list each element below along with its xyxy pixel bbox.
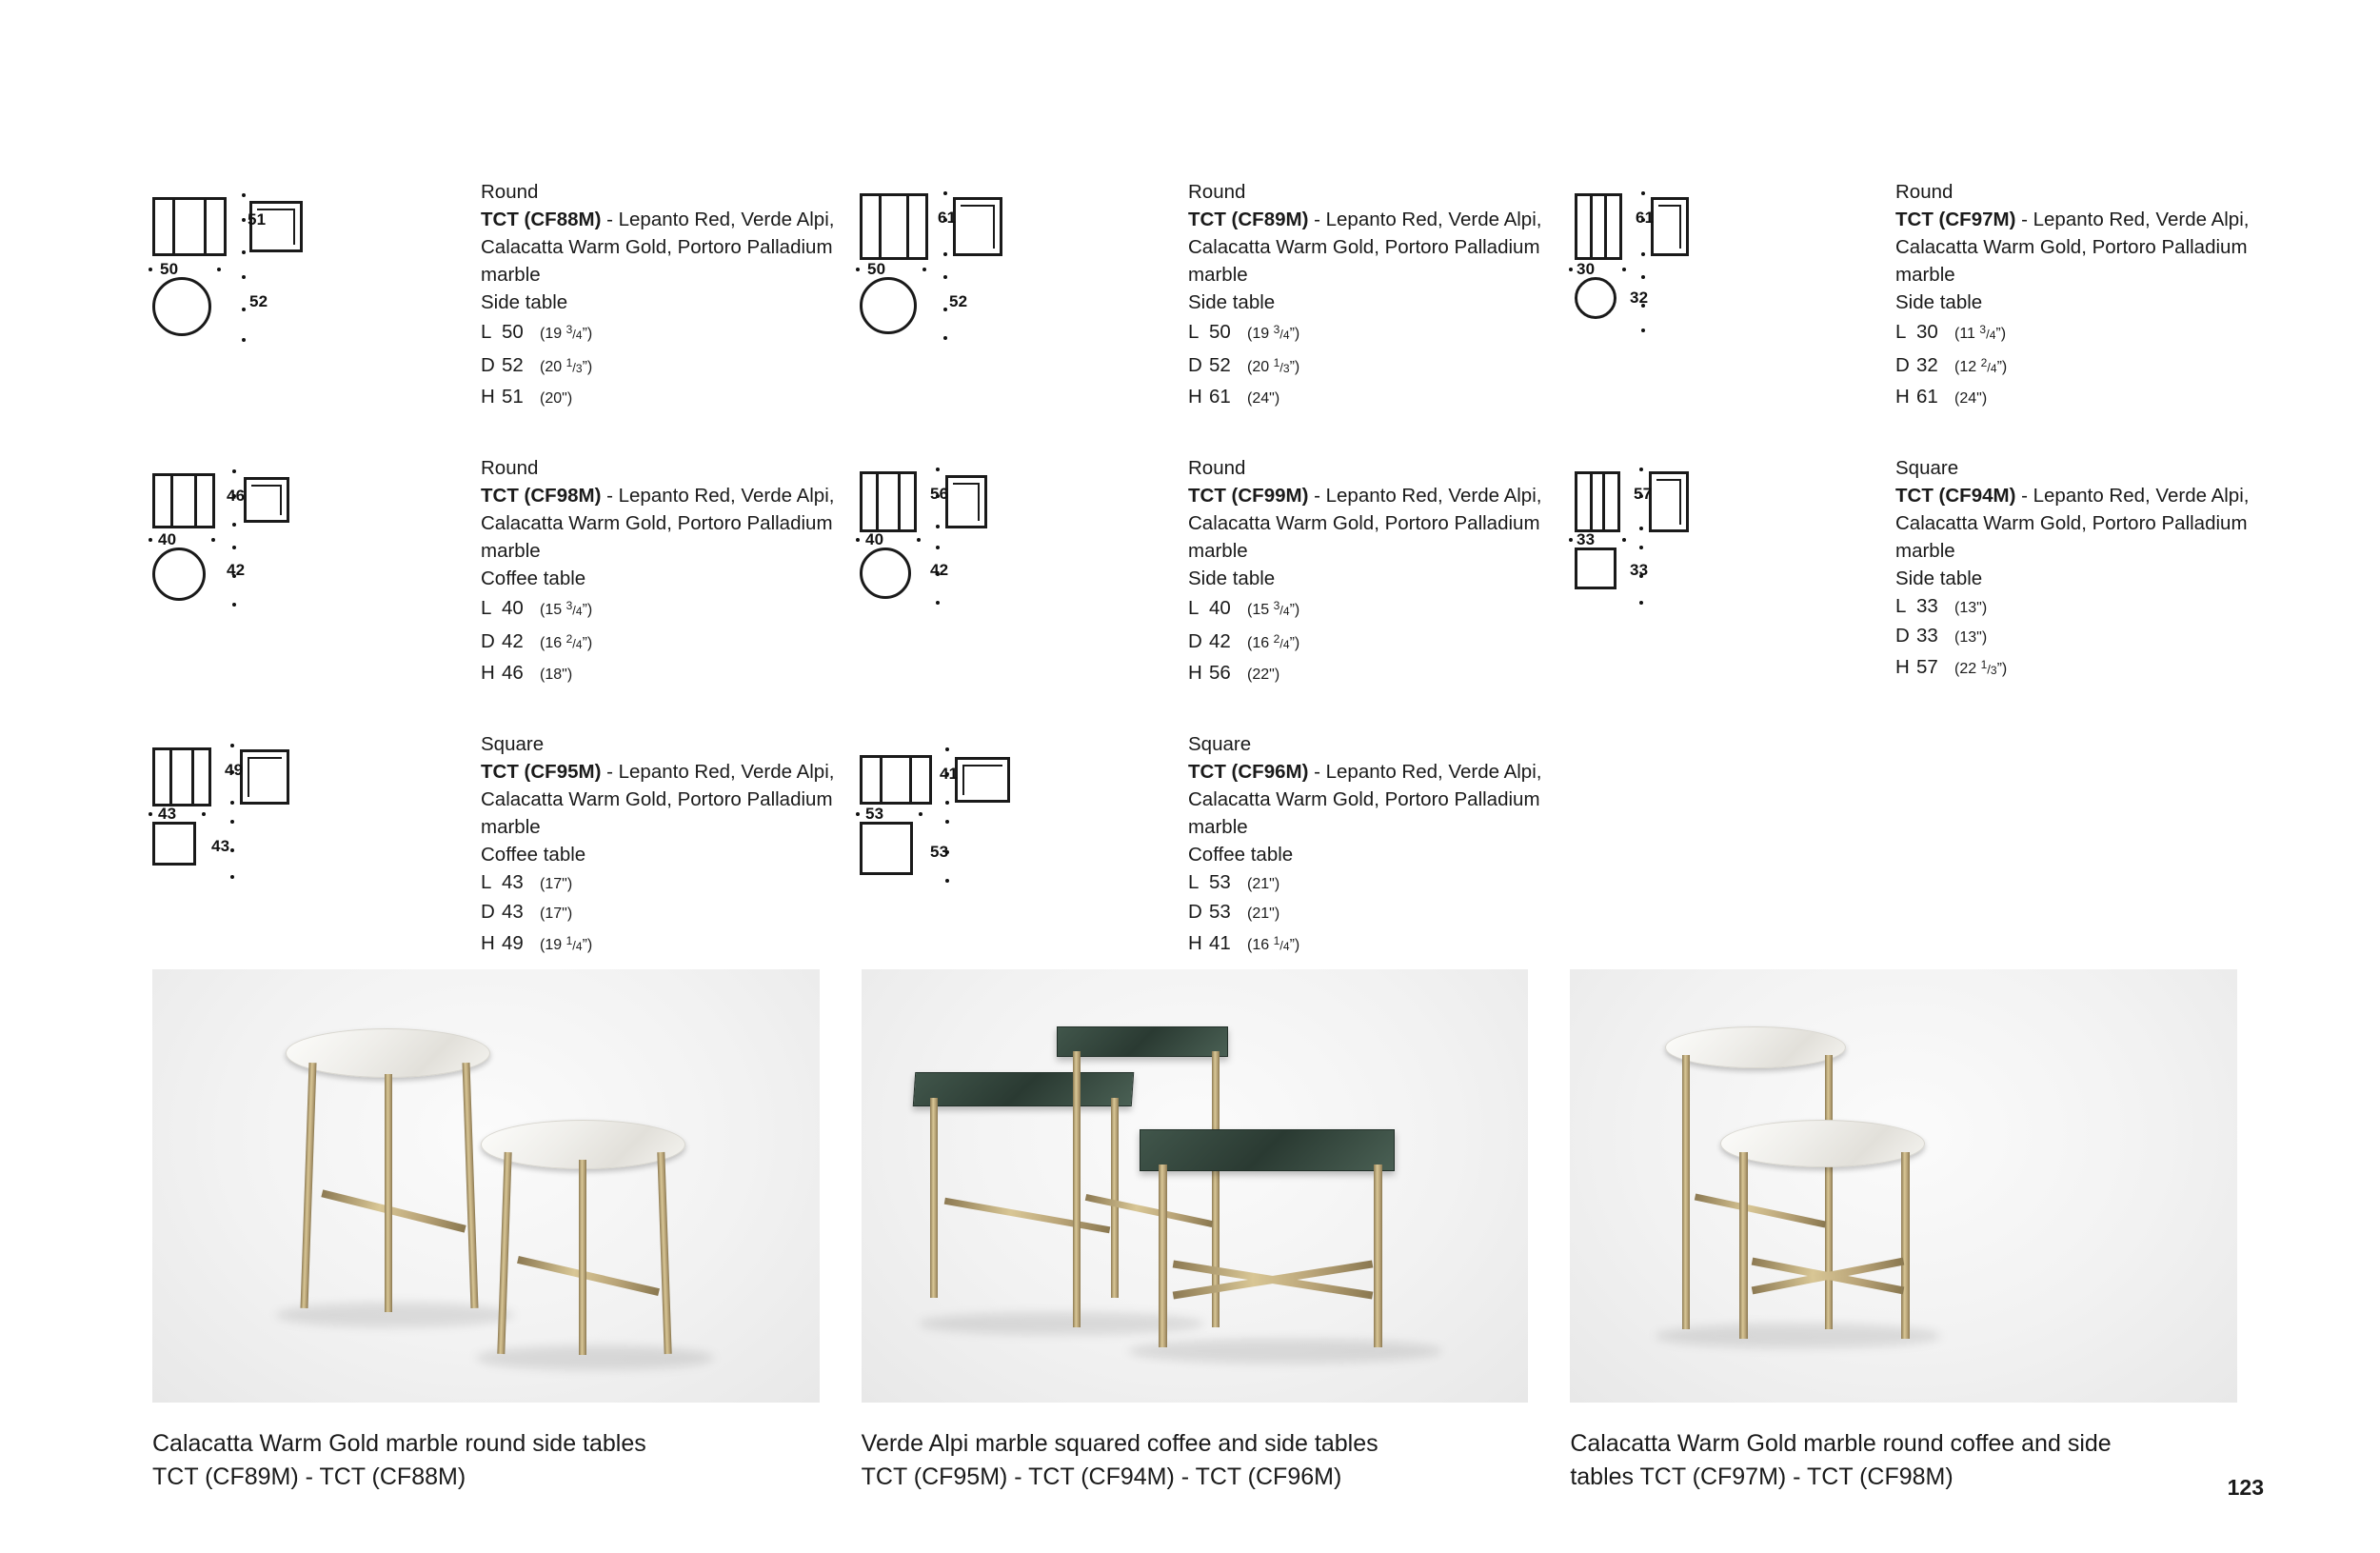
product-text-cf95m: Square TCT (CF95M) - Lepanto Red, Verde Alpi, Calacatta Warm Gold, Portoro Palladium marble Coffee table L 43 (17") D 43 (17") H 49 (19 $^1/_4$”) (481, 728, 850, 961)
dim-frac-num: 3 (1273, 323, 1280, 336)
product-photo-2 (862, 969, 1529, 1403)
photo-caption-1 (152, 1427, 820, 1494)
product-materials: - Lepanto Red, Verde Alpi, Calacatta Warm Gold, Portoro Palladium marble (1188, 209, 1542, 286)
product-code: TCT (CF97M) (1895, 209, 2016, 230)
dim-value: 56 (1209, 661, 1231, 684)
dim-imperial: 24" (1252, 389, 1275, 407)
product-text-cf99m: Round TCT (CF99M) - Lepanto Red, Verde Alpi, Calacatta Warm Gold, Portoro Palladium marble Side table L 40 (15 $^3/_4$”) D 42 (16 $^2/_4$”) H 56 (22") (1188, 452, 1557, 688)
dim-frac-num: 3 (1979, 323, 1987, 336)
dim-value: 51 (502, 385, 524, 408)
caption-line-1: Calacatta Warm Gold marble round coffee and side (1570, 1430, 2112, 1457)
dim-value: 43 (502, 900, 524, 923)
dim-depth: 33 (1630, 560, 1649, 579)
dim-value: 50 (1209, 321, 1231, 344)
dimension-diagram-cf98m (143, 452, 481, 633)
dimension-diagram-cf99m (850, 452, 1188, 633)
dim-value: 32 (1916, 354, 1938, 377)
dim-value: 41 (1209, 932, 1231, 955)
dim-label: H (1895, 385, 1910, 408)
dim-frac-den: 4 (575, 328, 583, 342)
dim-value: 52 (502, 354, 524, 377)
dim-label: L (1895, 321, 1907, 344)
front-elevation-icon (1575, 471, 1620, 532)
dim-imperial: 17" (545, 905, 567, 922)
table-top-round (1665, 1026, 1846, 1068)
dim-frac-num: 2 (1980, 355, 1988, 369)
dim-height: 46 (227, 486, 246, 505)
product-entry-cf98m (143, 452, 850, 688)
dim-label: L (1895, 594, 1907, 617)
dim-label: D (481, 630, 495, 653)
dim-label: D (1895, 624, 1910, 647)
dimension-diagram-cf97m (1557, 176, 1895, 357)
caption-line-2: tables TCT (CF97M) - TCT (CF98M) (1570, 1463, 1954, 1490)
dim-value: 42 (1209, 630, 1231, 653)
product-shape: Round (1895, 181, 1954, 203)
plan-view-icon (1575, 548, 1616, 589)
product-photo-1 (152, 969, 820, 1403)
dim-imperial-int: 22 (1959, 661, 1977, 678)
product-type: Coffee table (1188, 843, 1294, 866)
dim-depth: 52 (249, 292, 268, 310)
plan-view-icon (1575, 277, 1616, 319)
table-top-square (912, 1072, 1134, 1106)
front-elevation-icon (1575, 193, 1622, 260)
page-number: 123 (2227, 1475, 2264, 1500)
front-elevation-icon (152, 473, 215, 528)
dim-width: 33 (1577, 529, 1596, 548)
dim-label: H (1188, 932, 1202, 955)
dim-frac-num: 3 (565, 598, 573, 612)
dim-value: 52 (1209, 354, 1231, 377)
dim-imperial: 20" (545, 389, 567, 407)
dim-label: H (1188, 661, 1202, 684)
dim-imperial: 17" (545, 875, 567, 892)
dim-height: 41 (940, 764, 959, 783)
dim-width: 30 (1577, 260, 1596, 278)
product-type: Side table (1895, 291, 1983, 313)
side-elevation-icon (1651, 197, 1689, 256)
front-elevation-icon (860, 193, 928, 260)
product-shape: Round (481, 181, 539, 203)
product-text-cf96m: Square TCT (CF96M) - Lepanto Red, Verde Alpi, Calacatta Warm Gold, Portoro Palladium marble Coffee table L 53 (21") D 53 (21") H 41 (16 $^1/_4$”) (1188, 728, 1557, 961)
dim-label: D (1188, 900, 1202, 923)
dim-frac-num: 1 (565, 355, 573, 369)
dim-imperial-int: 20 (1252, 359, 1270, 376)
side-elevation-icon (945, 475, 987, 528)
dimension-diagram-cf96m (850, 728, 1188, 909)
empty-cell (1557, 728, 2265, 961)
dim-label: H (481, 385, 495, 408)
product-text-cf97m: Round TCT (CF97M) - Lepanto Red, Verde Alpi, Calacatta Warm Gold, Portoro Palladium marble Side table L 30 (11 $^3/_4$”) D 32 (12 $^2/_4$”) H 61 (24") (1895, 176, 2265, 412)
product-type: Coffee table (481, 843, 586, 866)
product-entry-cf89m (850, 176, 1557, 412)
dim-imperial: 21" (1252, 875, 1275, 892)
dim-depth: 52 (949, 292, 968, 310)
dim-value: 40 (502, 597, 524, 620)
dim-width: 40 (158, 529, 177, 548)
photo-caption-3 (1570, 1427, 2237, 1494)
dim-frac-num: 1 (1980, 657, 1988, 671)
dimension-diagram-cf95m (143, 728, 481, 909)
plan-view-icon (152, 277, 211, 336)
dim-height: 49 (225, 760, 244, 779)
side-elevation-icon (244, 477, 289, 523)
dim-height: 61 (938, 209, 957, 227)
product-materials: - Lepanto Red, Verde Alpi, Calacatta Warm Gold, Portoro Palladium marble (1895, 209, 2250, 286)
front-elevation-icon (152, 747, 211, 806)
dim-value: 61 (1916, 385, 1938, 408)
product-entry-cf94m (1557, 452, 2265, 688)
table-top-square (1140, 1129, 1395, 1171)
dim-imperial-int: 16 (1252, 635, 1270, 652)
dim-frac-num: 3 (565, 323, 573, 336)
dim-value: 53 (1209, 870, 1231, 893)
dim-frac-num: 1 (1273, 355, 1280, 369)
dim-label: D (481, 900, 495, 923)
dim-imperial: 13" (1959, 599, 1982, 616)
photo-cell-1 (152, 969, 820, 1494)
dim-imperial-int: 15 (1252, 602, 1270, 619)
dim-frac-den: 4 (1282, 328, 1290, 342)
side-elevation-icon (953, 197, 1002, 256)
dim-height: 57 (1634, 484, 1653, 503)
plan-view-icon (152, 548, 206, 601)
product-code: TCT (CF96M) (1188, 760, 1309, 783)
product-photo-3 (1570, 969, 2237, 1403)
side-elevation-icon (240, 749, 289, 805)
dim-label: L (481, 870, 492, 893)
dim-value: 33 (1916, 594, 1938, 617)
dim-frac-den: 4 (575, 939, 583, 953)
dim-frac-num: 1 (565, 933, 573, 947)
product-shape: Round (1188, 181, 1246, 203)
product-materials: - Lepanto Red, Verde Alpi, Calacatta Warm Gold, Portoro Palladium marble (1188, 760, 1542, 838)
dim-width: 53 (865, 804, 884, 823)
dim-frac-den: 4 (1282, 637, 1290, 651)
product-code: TCT (CF89M) (1188, 209, 1309, 230)
product-code: TCT (CF99M) (1188, 484, 1309, 507)
dim-value: 57 (1916, 656, 1938, 679)
dim-width: 50 (160, 260, 179, 278)
front-elevation-icon (860, 471, 917, 532)
product-type: Side table (481, 291, 568, 313)
dim-value: 30 (1916, 321, 1938, 344)
dim-depth: 42 (227, 560, 246, 579)
dim-label: L (481, 597, 492, 620)
dim-imperial-int: 12 (1959, 359, 1977, 376)
photo-row (152, 969, 2237, 1494)
dim-frac-num: 2 (565, 631, 573, 646)
product-materials: - Lepanto Red, Verde Alpi, Calacatta Warm Gold, Portoro Palladium marble (481, 760, 835, 838)
dim-imperial-int: 16 (545, 635, 563, 652)
dim-label: L (1188, 597, 1200, 620)
product-text-cf94m: Square TCT (CF94M) - Lepanto Red, Verde Alpi, Calacatta Warm Gold, Portoro Palladium marble Side table L 33 (13") D 33 (13") H 57 (22 $^1/_3$”) (1895, 452, 2265, 685)
product-code: TCT (CF94M) (1895, 484, 2016, 507)
dim-value: 53 (1209, 900, 1231, 923)
product-type: Coffee table (481, 567, 586, 589)
side-elevation-icon (955, 757, 1010, 803)
plan-view-icon (152, 822, 196, 866)
dim-imperial-int: 19 (1252, 326, 1270, 343)
dim-imperial-int: 20 (545, 359, 563, 376)
product-text-cf88m: Round TCT (CF88M) - Lepanto Red, Verde Alpi, Calacatta Warm Gold, Portoro Palladium marble Side table L 50 (19 $^3/_4$”) D 52 (20 $^1/_3$”) H 51 (20") (481, 176, 850, 412)
product-shape: Square (1188, 732, 1252, 755)
dim-frac-den: 4 (575, 637, 583, 651)
product-spec-grid (143, 176, 2266, 961)
photo-cell-2 (862, 969, 1529, 1494)
dimension-diagram-cf94m (1557, 452, 1895, 633)
dim-value: 46 (502, 661, 524, 684)
plan-view-icon (860, 822, 913, 875)
dim-width: 40 (865, 529, 884, 548)
dim-depth: 32 (1630, 289, 1649, 307)
dim-imperial-int: 16 (1252, 937, 1270, 954)
dim-width: 43 (158, 804, 177, 823)
dim-imperial-int: 19 (545, 937, 563, 954)
dim-label: D (481, 354, 495, 377)
dim-imperial: 21" (1252, 905, 1275, 922)
dim-label: H (1895, 656, 1910, 679)
product-materials: - Lepanto Red, Verde Alpi, Calacatta Warm Gold, Portoro Palladium marble (1188, 484, 1542, 562)
dim-label: L (481, 321, 492, 344)
table-top-square (1057, 1026, 1228, 1057)
product-code: TCT (CF95M) (481, 760, 602, 783)
product-shape: Square (481, 732, 545, 755)
photo-caption-2 (862, 1427, 1529, 1494)
caption-line-2: TCT (CF95M) - TCT (CF94M) - TCT (CF96M) (861, 1463, 1342, 1490)
product-materials: - Lepanto Red, Verde Alpi, Calacatta Warm Gold, Portoro Palladium marble (481, 484, 835, 562)
dim-height: 61 (1636, 209, 1655, 227)
product-text-cf89m: Round TCT (CF89M) - Lepanto Red, Verde Alpi, Calacatta Warm Gold, Portoro Palladium marble Side table L 50 (19 $^3/_4$”) D 52 (20 $^1/_3$”) H 61 (24") (1188, 176, 1557, 412)
product-entry-cf99m (850, 452, 1557, 688)
product-type: Side table (1188, 291, 1276, 313)
dimension-diagram-cf88m (143, 176, 481, 357)
dim-value: 43 (502, 870, 524, 893)
table-top-round (286, 1028, 490, 1078)
dim-frac-den: 4 (1990, 361, 1997, 375)
dim-imperial: 13" (1959, 628, 1982, 646)
caption-line-2: TCT (CF89M) - TCT (CF88M) (152, 1463, 466, 1490)
plan-view-icon (860, 277, 917, 334)
dim-label: D (1188, 354, 1202, 377)
dim-label: L (1188, 321, 1200, 344)
caption-line-1: Verde Alpi marble squared coffee and side tables (861, 1430, 1378, 1457)
dim-label: D (1188, 630, 1202, 653)
product-shape: Round (481, 456, 539, 479)
dim-frac-den: 4 (1282, 604, 1290, 618)
dim-imperial: 18" (545, 666, 567, 683)
product-code: TCT (CF98M) (481, 484, 602, 507)
dim-imperial: 24" (1959, 389, 1982, 407)
caption-line-1: Calacatta Warm Gold marble round side tables (152, 1430, 646, 1457)
dim-frac-den: 3 (575, 361, 583, 375)
dim-frac-den: 3 (1282, 361, 1290, 375)
dim-value: 50 (502, 321, 524, 344)
photo-cell-3 (1570, 969, 2237, 1494)
dim-label: H (1188, 385, 1202, 408)
dim-frac-num: 3 (1273, 598, 1280, 612)
dim-frac-den: 3 (1990, 663, 1997, 677)
dimension-diagram-cf89m (850, 176, 1188, 357)
side-elevation-icon (1649, 471, 1689, 532)
product-entry-cf97m (1557, 176, 2265, 412)
dim-frac-den: 4 (575, 604, 583, 618)
dim-depth: 43 (211, 836, 230, 855)
dim-frac-num: 2 (1273, 631, 1280, 646)
product-type: Side table (1188, 567, 1276, 589)
plan-view-icon (860, 548, 911, 599)
front-elevation-icon (860, 755, 932, 805)
dim-value: 33 (1916, 624, 1938, 647)
dim-depth: 42 (930, 560, 949, 579)
dim-frac-num: 1 (1273, 933, 1280, 947)
dim-value: 42 (502, 630, 524, 653)
dim-height: 51 (248, 210, 267, 229)
table-top-round (1720, 1120, 1925, 1167)
product-entry-cf95m (143, 728, 850, 961)
dim-imperial: 22" (1252, 666, 1275, 683)
front-elevation-icon (152, 197, 227, 256)
dim-label: D (1895, 354, 1910, 377)
product-code: TCT (CF88M) (481, 209, 602, 230)
dim-value: 61 (1209, 385, 1231, 408)
dim-width: 50 (867, 260, 886, 278)
dim-value: 49 (502, 932, 524, 955)
product-entry-cf96m (850, 728, 1557, 961)
dim-imperial-int: 11 (1959, 326, 1975, 343)
dim-imperial-int: 15 (545, 602, 563, 619)
dim-label: H (481, 661, 495, 684)
product-entry-cf88m (143, 176, 850, 412)
dim-frac-den: 4 (1989, 328, 1996, 342)
dim-depth: 53 (930, 842, 949, 861)
product-materials: - Lepanto Red, Verde Alpi, Calacatta Warm Gold, Portoro Palladium marble (481, 209, 835, 286)
dim-value: 40 (1209, 597, 1231, 620)
product-shape: Square (1895, 456, 1959, 479)
dim-label: L (1188, 870, 1200, 893)
product-text-cf98m: Round TCT (CF98M) - Lepanto Red, Verde Alpi, Calacatta Warm Gold, Portoro Palladium marble Coffee table L 40 (15 $^3/_4$”) D 42 (16 $^2/_4$”) H 46 (18") (481, 452, 850, 688)
product-shape: Round (1188, 456, 1246, 479)
dim-height: 56 (930, 484, 949, 503)
dim-label: H (481, 932, 495, 955)
dim-imperial-int: 19 (545, 326, 563, 343)
product-type: Side table (1895, 567, 1983, 589)
dim-frac-den: 4 (1282, 939, 1290, 953)
product-materials: - Lepanto Red, Verde Alpi, Calacatta Warm Gold, Portoro Palladium marble (1895, 484, 2250, 562)
